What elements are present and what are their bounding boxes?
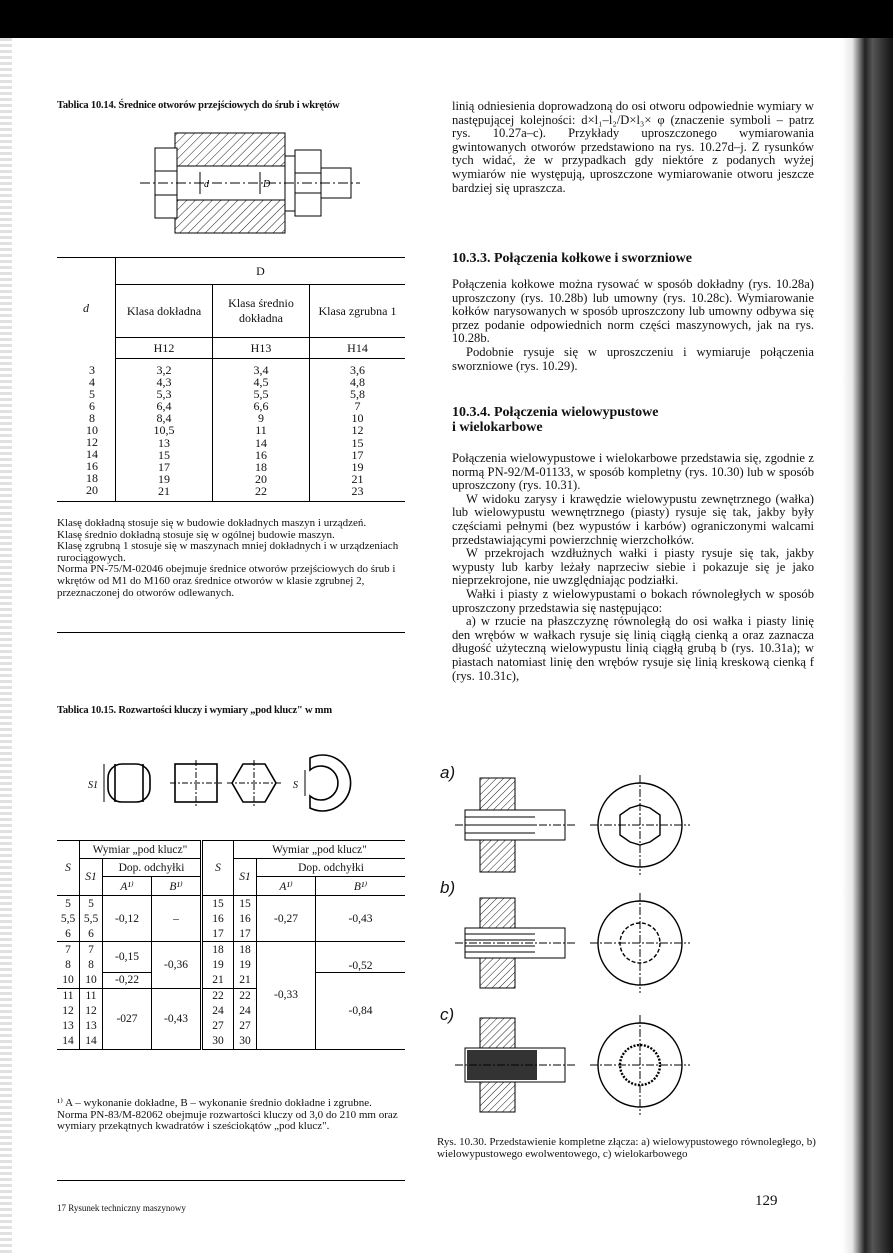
table-cell: 5 (65, 897, 71, 910)
table-value: 22 (255, 483, 267, 498)
table-value: 11 (255, 423, 267, 438)
wrench-size-table (57, 840, 405, 1050)
paragraph: W przekrojach wzdłużnych wałki i piasty rysuje się tak, jakby wypusty lub karby leżały naprzeciw siebie i pokazuje się je jako nieprzekrojone, nie uwzględniając podziałki. (452, 546, 814, 588)
col-D-header: D (116, 258, 406, 285)
heading-line-2: i wielokarbowe (452, 420, 543, 435)
l-s1-header: S1 (80, 859, 103, 896)
paragraph: Połączenia wielowypustowe i wielokarbowe przedstawia się, zgodnie z normą PN-92/M-01133, w sposób kompletny (rys. 10.30) lub w sposób uproszczony (rys. 10.31). (452, 451, 814, 493)
table-value: 16 (86, 459, 98, 474)
table-value: 4,3 (156, 375, 172, 390)
bolt-drawing (140, 128, 370, 238)
l-dop-header: Dop. odchyłki (103, 859, 202, 877)
table-value: 21 (351, 471, 364, 486)
table-value: 20 (86, 483, 98, 498)
table-value: 17 (158, 459, 170, 474)
table-value: 6,6 (253, 399, 269, 414)
page-number: 129 (755, 1193, 778, 1209)
r-b-header: B¹⁾ (316, 877, 406, 896)
table-cell: 7 (65, 943, 71, 956)
table-value: 12 (351, 423, 364, 438)
table-value: 14 (255, 435, 267, 450)
table-value: 18 (255, 459, 267, 474)
table-cell: 11 (80, 988, 103, 1004)
table-value: 20 (255, 471, 267, 486)
paragraph: Wałki i piasty z wielowypustami o bokach równoległych w sposób uproszczony przedstawia się następująco: (452, 586, 814, 615)
heading-10-3-3: 10.3.3. Połączenia kołkowe i sworzniowe (452, 251, 692, 266)
spline-figure (455, 770, 705, 1130)
heading-10-3-4 (452, 405, 658, 435)
paragraph: Połączenia kołkowe można rysować w sposób dokładny (rys. 10.28a) uproszczony (rys. 10.28b) lub umowny (rys. 10.28c). Wymiarowanie kołków narysowanych w sposób uproszczony lub umowny odbywa się przez podanie odpowiednich norm części maszynowych, jak na rys. 10.28b. (452, 277, 814, 346)
table-cell: 18 (202, 942, 234, 958)
fig-label-s1: S1 (88, 780, 98, 791)
table-value: 3,6 (350, 363, 365, 377)
table-value: 19 (158, 471, 170, 486)
table-cell: 19 (234, 957, 257, 972)
table-cell: 19 (202, 957, 234, 972)
tol-h13: H13 (213, 338, 310, 359)
scan-left-edge (0, 38, 12, 1253)
table-value: 5 (89, 386, 95, 401)
table-cell: -0,27 (257, 896, 316, 942)
table-value: 13 (158, 435, 170, 450)
table-cell: -0,84 (316, 972, 406, 1049)
table-value: 23 (351, 483, 364, 498)
table-value: 7 (354, 399, 361, 414)
tol-h12: H12 (116, 338, 213, 359)
r-s1-header: S1 (234, 859, 257, 896)
table-cell: 17 (234, 926, 257, 942)
r-a-header: A¹⁾ (257, 877, 316, 896)
table-cell: 5,5 (80, 911, 103, 926)
table-cell: 11 (62, 990, 74, 1002)
table-value: 10 (86, 422, 98, 437)
col-d-header: d (83, 300, 89, 315)
table-cell: 24 (202, 1004, 234, 1019)
table-cell: 27 (202, 1019, 234, 1034)
heading-line-1: 10.3.4. Połączenia wielowypustowe (452, 405, 659, 420)
table-cell: -0,22 (103, 972, 152, 988)
table-value: 10,5 (153, 423, 175, 438)
hole-diameter-table (57, 257, 405, 502)
col-h14-values (310, 359, 406, 502)
table-cell: 7 (80, 942, 103, 958)
col-h13-values (213, 359, 310, 502)
table-value: 8 (89, 410, 95, 425)
table-value: 4 (89, 374, 95, 389)
table-cell: 12 (62, 1005, 74, 1017)
table-value: 19 (351, 459, 364, 474)
r-s-header: S (202, 841, 234, 896)
table-cell: -0,43 (152, 988, 202, 1049)
table-cell: 13 (62, 1020, 74, 1032)
note-1: Klasę dokładną stosuje się w budowie dokładnych maszyn i urządzeń. (57, 517, 367, 529)
table1-caption: Tablica 10.14. Średnice otworów przejściowych do śrub i wkrętów (57, 100, 340, 111)
wrench-shapes-drawing (80, 750, 400, 820)
table2-notes (57, 1098, 405, 1133)
table-value: 5,5 (253, 387, 269, 402)
table-cell: 12 (80, 1004, 103, 1019)
table-cell: 27 (234, 1019, 257, 1034)
table-cell: -0,15 (103, 942, 152, 973)
col-h12-values (116, 359, 213, 502)
fig-label-c: c) (440, 1005, 455, 1024)
fig-label-a: a) (440, 763, 456, 782)
l-b-header: B¹⁾ (152, 877, 202, 896)
l-a-header: A¹⁾ (103, 877, 152, 896)
table-cell: 14 (80, 1034, 103, 1050)
svg-text:d: d (204, 179, 209, 190)
table-cell: 8 (65, 958, 71, 971)
paragraph: W widoku zarysy i krawędzie wielowypustu zewnętrznego (wałka) lub wielowypustu wewnętrznego (piasty) rysuje się tak, jakby były częściami pełnymi (bez wypustów i karbów) ograniczonymi walcami przedstawiającymi powierzchnię wierzchołków. (452, 491, 814, 547)
table-value: 5,8 (350, 387, 365, 402)
table-value: 5,3 (156, 387, 172, 402)
table-cell: 18 (234, 942, 257, 958)
class-1-header: Klasa dokładna (116, 285, 213, 338)
section-10-3-3 (452, 278, 814, 373)
fig-label-b: b) (440, 878, 456, 897)
footer-left: 17 Rysunek techniczny maszynowy (57, 1203, 186, 1213)
table-value: 9 (258, 411, 264, 426)
table-value: 21 (158, 483, 170, 498)
l-main-header: Wymiar „pod klucz" (80, 841, 202, 859)
table-cell: – (152, 896, 202, 942)
table-value: 18 (86, 471, 98, 486)
table-cell: 14 (62, 1035, 74, 1047)
tol-h14: H14 (310, 338, 406, 359)
table-cell: -0,52 (316, 942, 406, 973)
table-cell: 21 (202, 972, 234, 988)
paragraph: a) w rzucie na płaszczyznę równoległą do osi wałka i piasty linię den wrębów w wałkach rysuje się linią ciągłą cienką a oraz zaznacza długość użyteczną wielowypustu linią ciągłą grubą b (rys. 10.31a); w piastach natomiast linię den wrębów rysuje się linią kreskową cienką f (rys. 10.31c), (452, 614, 814, 683)
table-cell: -0,33 (257, 942, 316, 1050)
table-cell: 24 (234, 1004, 257, 1019)
table-value: 15 (351, 435, 364, 450)
table-cell: 8 (80, 957, 103, 972)
table-cell: -027 (103, 988, 152, 1049)
table-cell: 10 (80, 972, 103, 988)
table-value: 6,4 (156, 399, 172, 414)
table-value: 15 (158, 447, 170, 462)
r-dop-header: Dop. odchyłki (257, 859, 406, 877)
col-d-values (57, 359, 116, 502)
table2-caption: Tablica 10.15. Rozwartości kluczy i wymiary „pod klucz" w mm (57, 705, 332, 716)
figure-caption: Rys. 10.30. Przedstawienie kompletne złącza: a) wielowypustowego równoległego, b) wielowypustowego ewolwentowego, c) wielokarbowego (437, 1136, 816, 1160)
scan-top-border (0, 0, 893, 38)
table-value: 12 (86, 435, 98, 450)
svg-text:D: D (263, 179, 271, 190)
r-main-header: Wymiar „pod klucz" (234, 841, 406, 859)
table-cell: -0,12 (103, 896, 152, 942)
footnote-2: Norma PN-83/M-82062 obejmuje rozwartości kluczy od 3,0 do 210 mm oraz wymiary przekątnych kwadratów i sześciokątów „pod klucz". (57, 1108, 398, 1133)
table-cell: -0,36 (152, 942, 202, 989)
divider (57, 632, 405, 633)
note-2: Klasę średnio dokładną stosuje się w ogólnej budowie maszyn. (57, 528, 335, 541)
table-value: 17 (351, 447, 364, 462)
class-3-header: Klasa zgrubna 1 (310, 285, 406, 338)
table-cell: 16 (234, 911, 257, 926)
l-s-header: S (65, 862, 71, 874)
table-cell: 6 (65, 927, 71, 940)
table1-notes (57, 518, 405, 599)
table-cell: 17 (202, 926, 234, 942)
table-cell: 15 (202, 896, 234, 912)
table-value: 16 (255, 447, 267, 462)
section-10-3-4 (452, 452, 814, 683)
note-3: Klasę zgrubną 1 stosuje się w maszynach mniej dokładnych i w urządzeniach rurociągowych. (57, 540, 399, 564)
table-cell: 16 (202, 911, 234, 926)
table-value: 4,8 (350, 375, 365, 390)
table-value: 3,4 (253, 363, 269, 377)
table-cell: 22 (234, 988, 257, 1004)
note-4: Norma PN-75/M-02046 obejmuje średnice otworów przejściowych do śrub i wkrętów od M1 do M160 oraz średnice otworów w klasie zgrubnej 2, przeznaczonej do otworów odlewanych. (57, 563, 396, 599)
paragraph-top: linią odniesienia doprowadzoną do osi otworu odpowiednie wymiary w następującej kolejności: d×l₁–l₂/D×l₃× φ (znaczenie symboli – patrz rys. 10.27a–c). Przykłady uproszczonego wymiarowania gwintowanych otworów przedstawiono na rys. 10.27d–j. Z rysunków tych widać, że w przypadkach gdy niektóre z podanych wyżej wymiarów nie występują, uproszczone wymiarowanie otworu jeszcze bardziej się upraszcza. (452, 99, 814, 195)
fig-label-s: S (293, 780, 298, 791)
class-2-header: Klasa średnio dokładna (213, 285, 310, 338)
table-cell: 30 (234, 1034, 257, 1050)
table-value: 8,4 (156, 411, 172, 426)
table-value: 6 (89, 398, 95, 413)
table-cell: 5 (80, 896, 103, 912)
table-cell: 15 (234, 896, 257, 912)
divider (57, 1180, 405, 1181)
table-cell: 21 (234, 972, 257, 988)
footnote-1: ¹⁾ A – wykonanie dokładne, B – wykonanie średnio dokładne i zgrubne. (57, 1097, 372, 1109)
table-cell: 5,5 (60, 912, 76, 925)
paragraph: Podobnie rysuje się w uproszczeniu i wymiaruje połączenia sworzniowe (rys. 10.29). (452, 344, 814, 373)
table-cell: 13 (80, 1019, 103, 1034)
table-cell: -0,43 (316, 896, 406, 942)
table-cell: 6 (80, 926, 103, 942)
table-cell: 22 (202, 988, 234, 1004)
table-value: 10 (351, 411, 364, 426)
table-value: 3 (89, 362, 95, 377)
table-value: 4,5 (253, 375, 269, 390)
table-cell: 30 (202, 1034, 234, 1050)
scan-right-edge (842, 38, 893, 1253)
table-cell: 10 (62, 973, 74, 986)
table-value: 14 (86, 447, 98, 462)
table-value: 3,2 (156, 363, 172, 377)
